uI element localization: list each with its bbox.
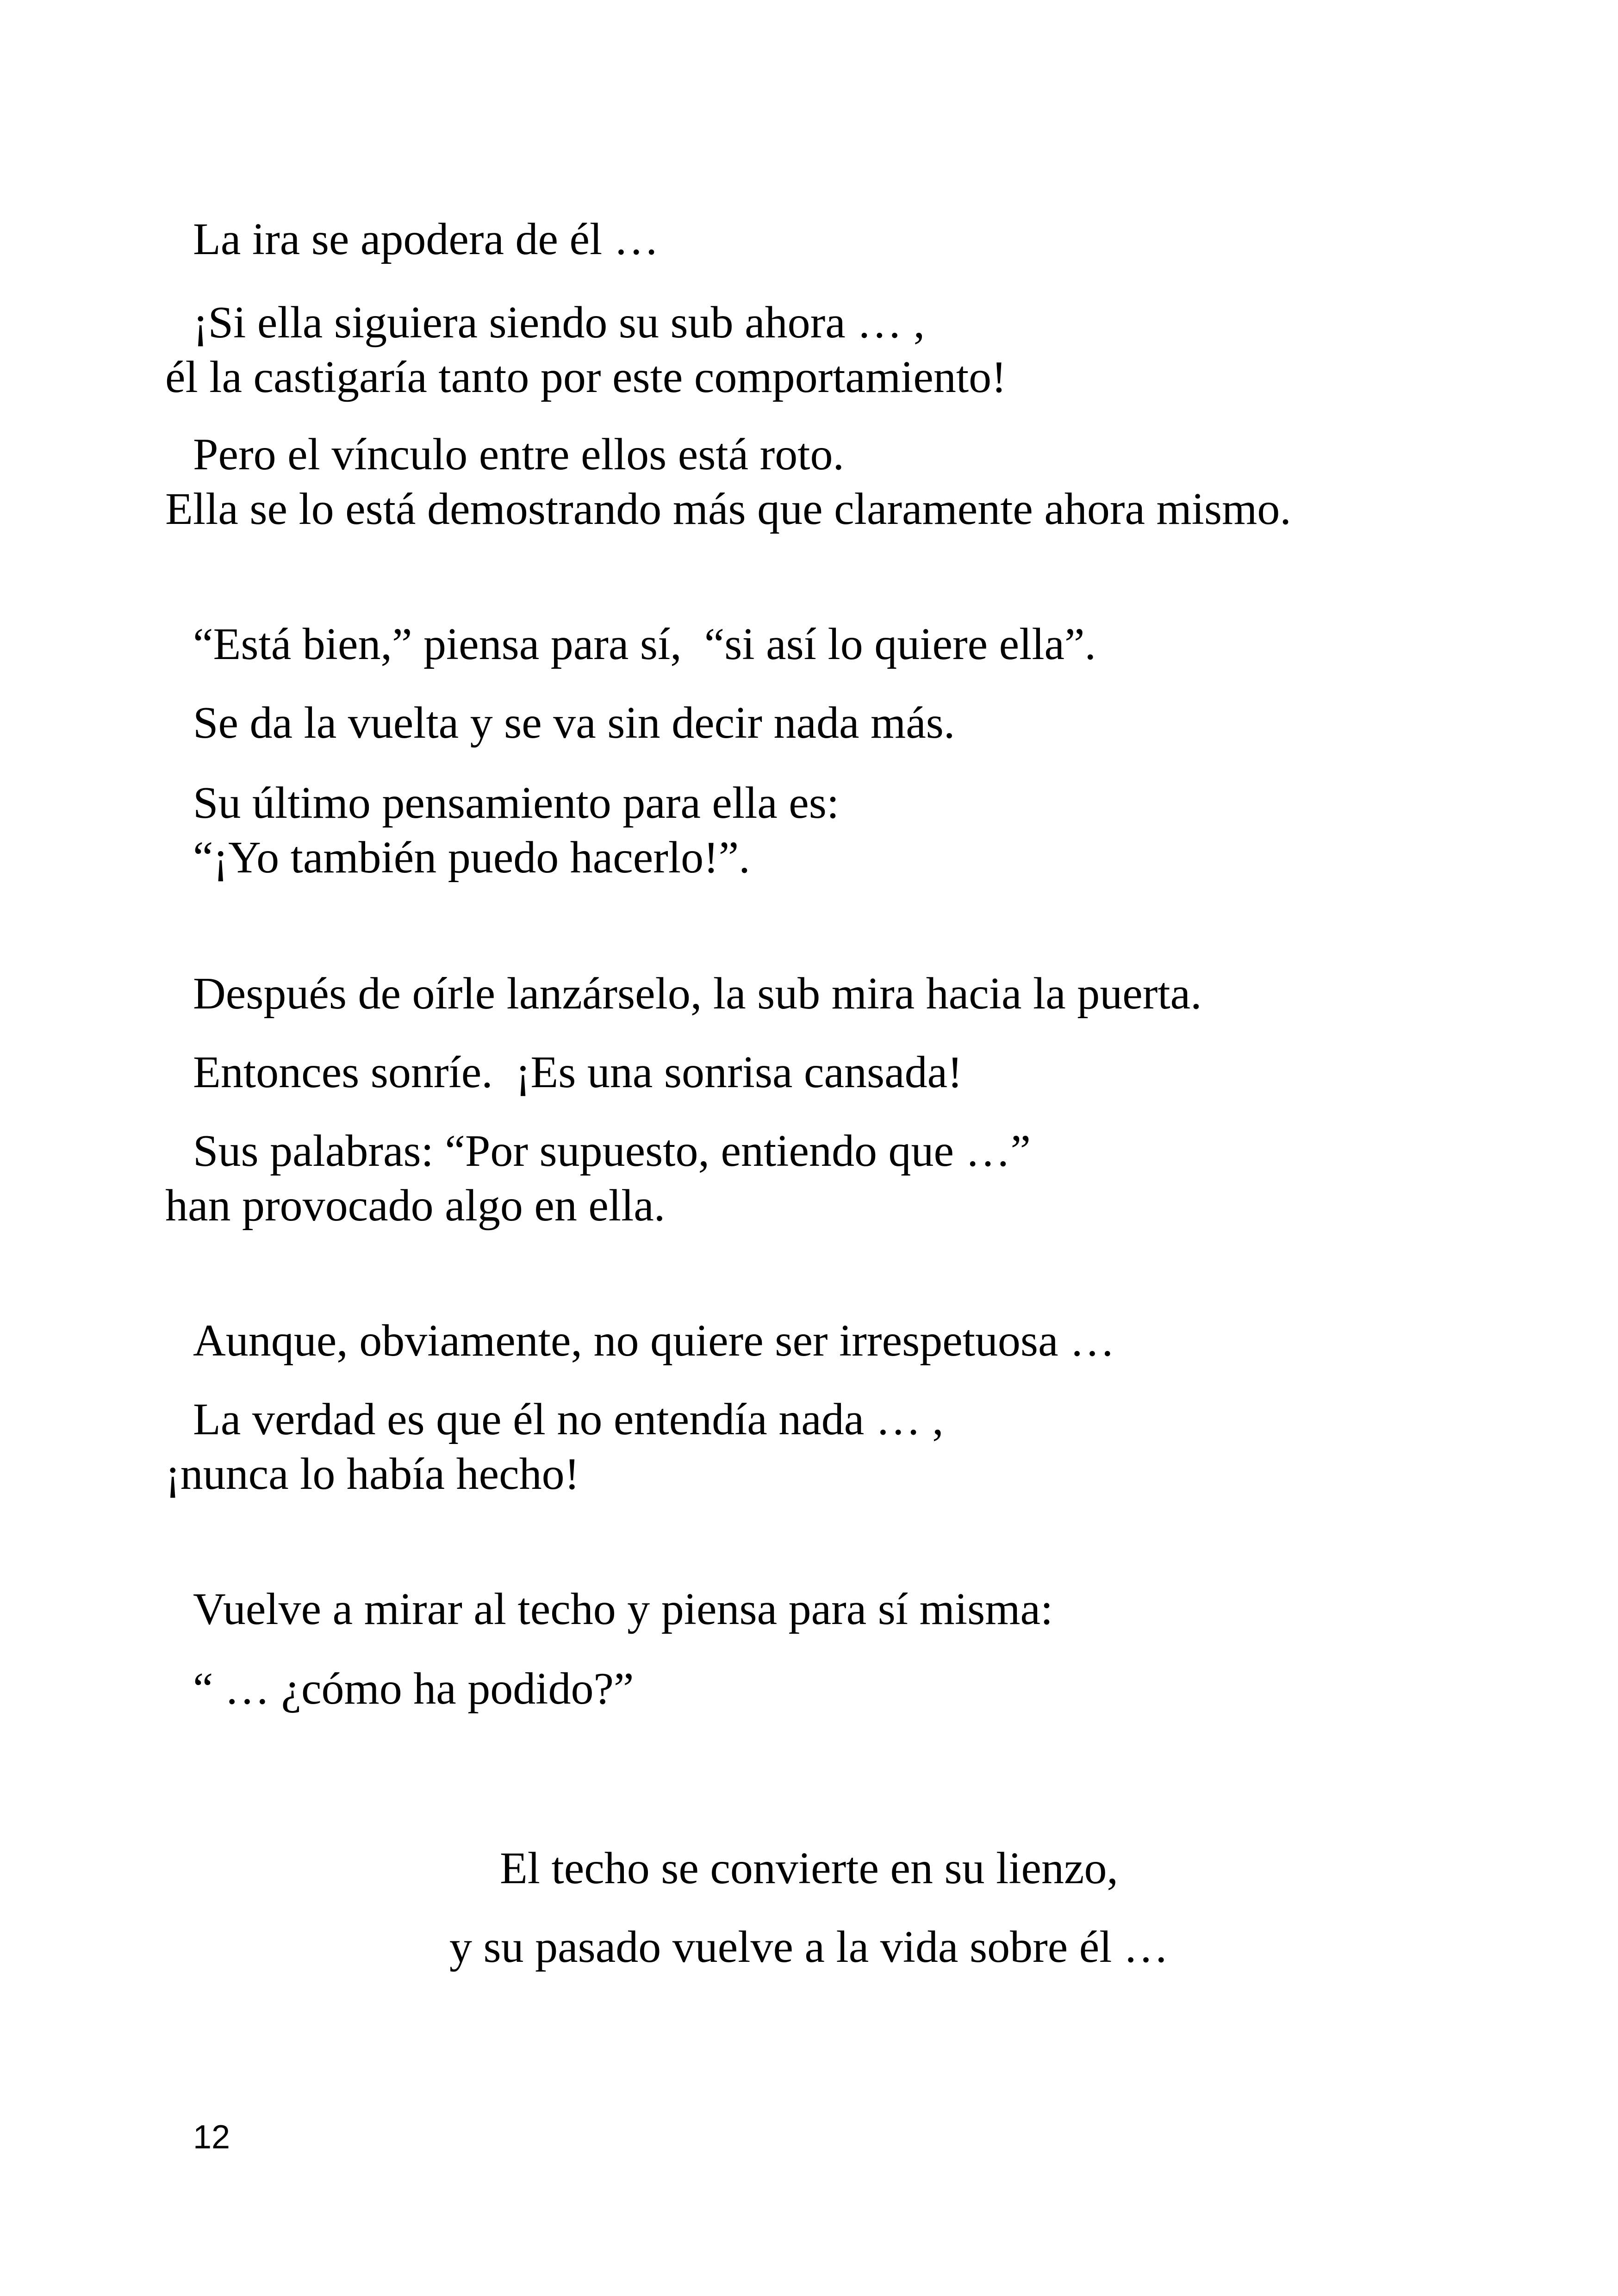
text-line: él la castigaría tanto por este comportamiento! bbox=[165, 352, 1007, 402]
text-line: Su último pensamiento para ella es: bbox=[193, 778, 840, 828]
page-number: 12 bbox=[193, 2119, 230, 2156]
text-line: Vuelve a mirar al techo y piensa para sí misma: bbox=[193, 1584, 1053, 1634]
text-line: ¡nunca lo había hecho! bbox=[165, 1449, 580, 1499]
text-line: “Está bien,” piensa para sí, “si así lo quiere ella”. bbox=[193, 619, 1096, 669]
text-line: La verdad es que él no entendía nada … , bbox=[193, 1394, 944, 1444]
text-line: Entonces sonríe. ¡Es una sonrisa cansada! bbox=[193, 1047, 963, 1097]
text-line: La ira se apodera de él … bbox=[193, 214, 659, 264]
text-line: han provocado algo en ella. bbox=[165, 1181, 666, 1231]
closing-line: El techo se convierte en su lienzo, bbox=[499, 1843, 1119, 1893]
text-line: “¡Yo también puedo hacerlo!”. bbox=[193, 833, 750, 883]
text-line: Ella se lo está demostrando más que claramente ahora mismo. bbox=[165, 484, 1291, 534]
text-line: Aunque, obviamente, no quiere ser irrespetuosa … bbox=[193, 1316, 1115, 1366]
text-line: Pero el vínculo entre ellos está roto. bbox=[193, 429, 844, 479]
text-line: “ … ¿cómo ha podido?” bbox=[193, 1664, 634, 1714]
text-line: Se da la vuelta y se va sin decir nada más. bbox=[193, 698, 955, 748]
text-line: Después de oírle lanzárselo, la sub mira hacia la puerta. bbox=[193, 969, 1202, 1019]
text-line: ¡Si ella siguiera siendo su sub ahora … , bbox=[193, 298, 925, 348]
closing-line: y su pasado vuelve a la vida sobre él … bbox=[449, 1922, 1169, 1972]
text-line: Sus palabras: “Por supuesto, entiendo que …” bbox=[193, 1126, 1031, 1176]
